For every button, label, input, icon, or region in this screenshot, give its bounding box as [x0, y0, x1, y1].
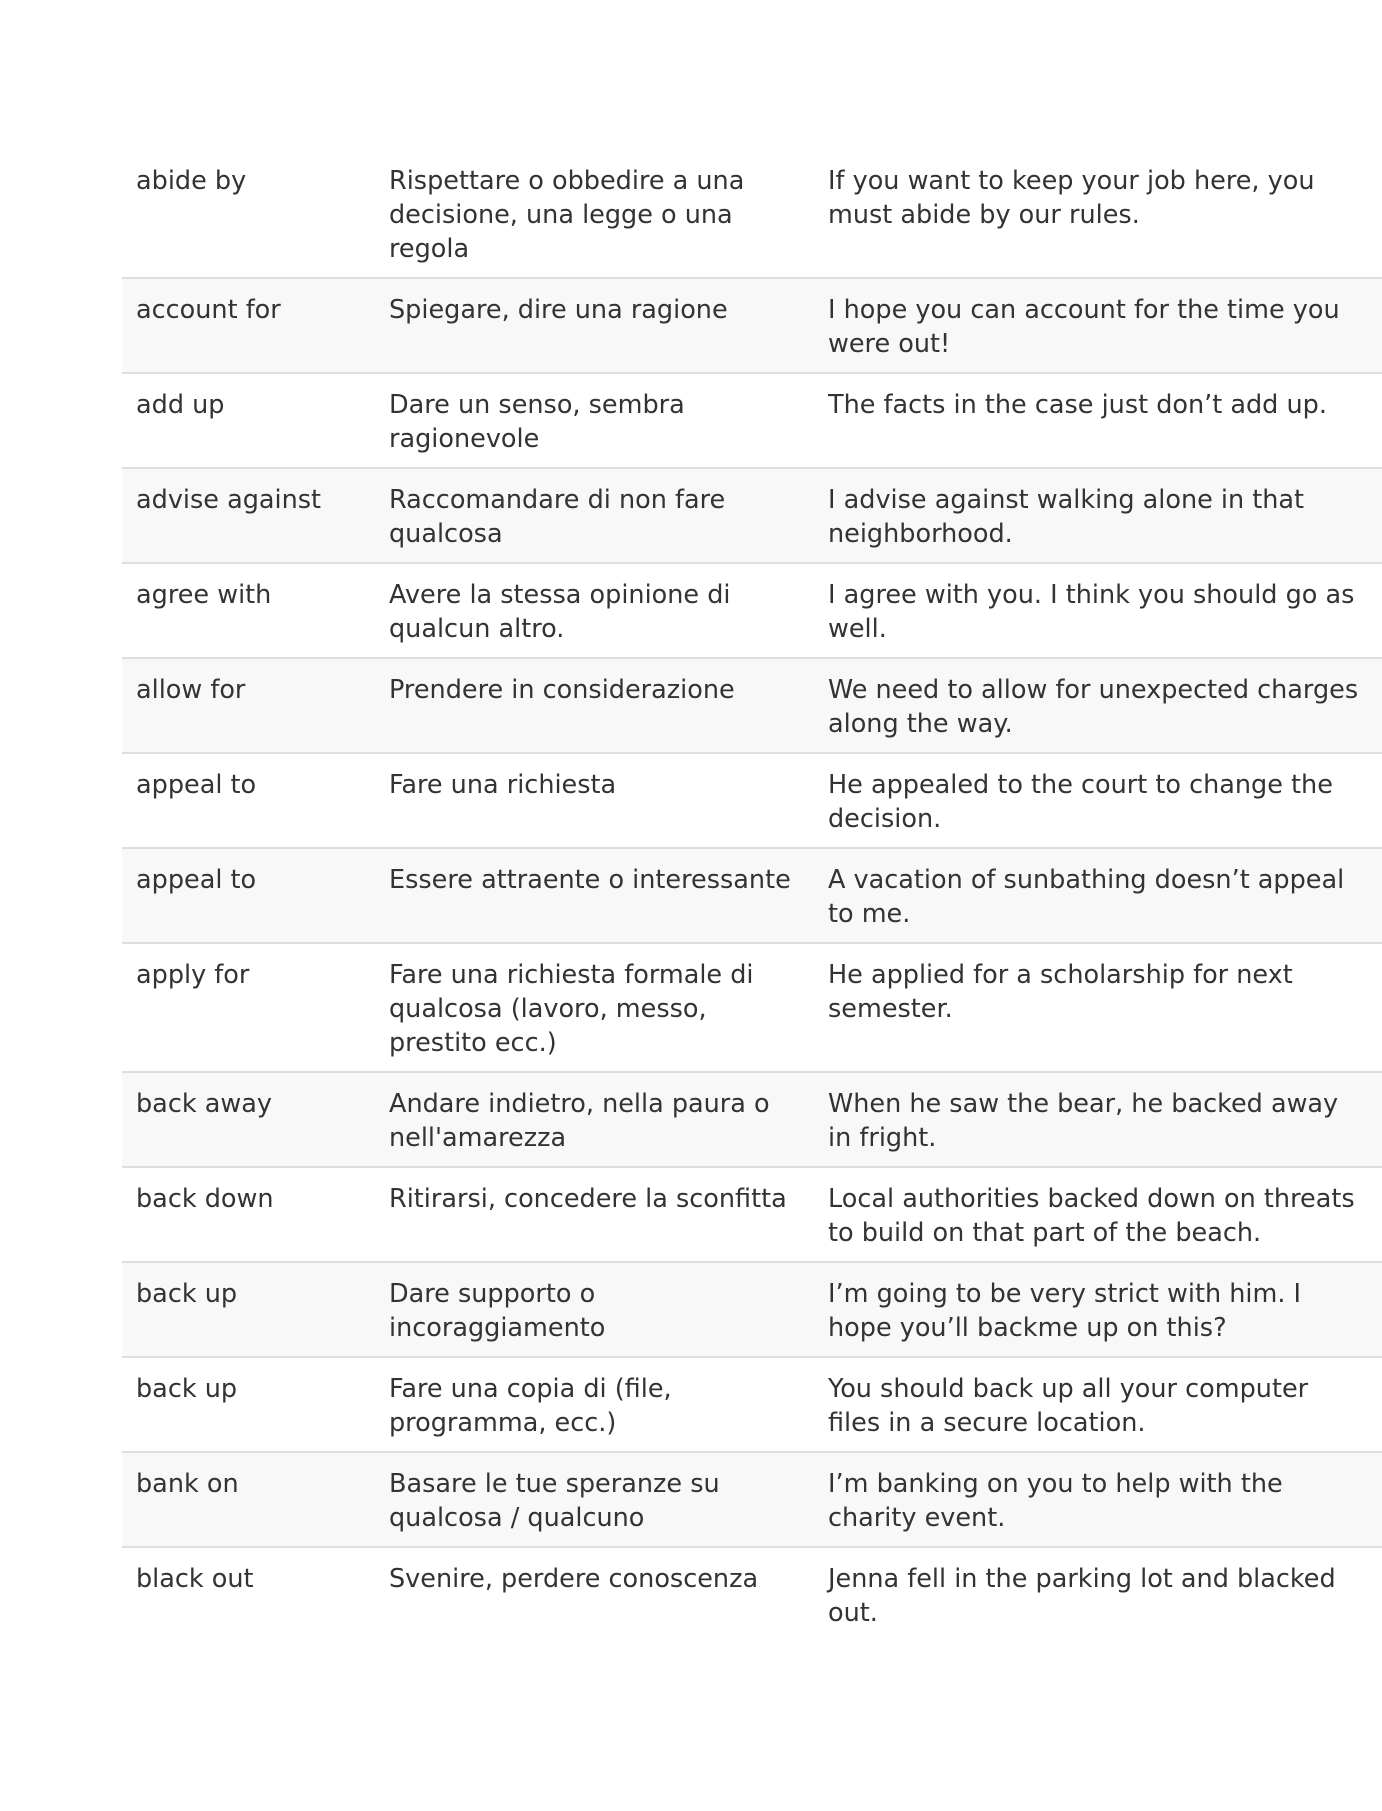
table-row: [122, 943, 1382, 1072]
meaning-cell: Svenire, perdere conoscenza: [375, 1547, 814, 1641]
meaning-cell: Fare una richiesta formale di qualcosa (lavoro, messo, prestito ecc.): [375, 943, 814, 1072]
table-row: [122, 373, 1382, 468]
meaning-cell: Raccomandare di non fare qualcosa: [375, 468, 814, 563]
table-row: [122, 468, 1382, 563]
meaning-cell: Spiegare, dire una ragione: [375, 278, 814, 373]
example-cell: You should back up all your computer files in a secure location.: [814, 1357, 1382, 1452]
table-row: [122, 1357, 1382, 1452]
table-row: [122, 753, 1382, 848]
example-cell: Local authorities backed down on threats to build on that part of the beach.: [814, 1167, 1382, 1262]
table-row: [122, 150, 1382, 278]
example-cell: I agree with you. I think you should go as well.: [814, 563, 1382, 658]
phrasal-verb-cell: advise against: [122, 468, 375, 563]
table-row: [122, 658, 1382, 753]
phrasal-verb-cell: appeal to: [122, 753, 375, 848]
meaning-cell: Fare una richiesta: [375, 753, 814, 848]
phrasal-verb-cell: appeal to: [122, 848, 375, 943]
meaning-cell: Basare le tue speranze su qualcosa / qualcuno: [375, 1452, 814, 1547]
table-row: [122, 1262, 1382, 1357]
example-cell: Jenna fell in the parking lot and blacked out.: [814, 1547, 1382, 1641]
meaning-cell: Avere la stessa opinione di qualcun altro.: [375, 563, 814, 658]
phrasal-verb-cell: apply for: [122, 943, 375, 1072]
table-row: [122, 563, 1382, 658]
table-row: [122, 1167, 1382, 1262]
example-cell: A vacation of sunbathing doesn’t appeal to me.: [814, 848, 1382, 943]
meaning-cell: Essere attraente o interessante: [375, 848, 814, 943]
phrasal-verb-cell: agree with: [122, 563, 375, 658]
example-cell: If you want to keep your job here, you must abide by our rules.: [828, 166, 1315, 230]
meaning-cell: Dare supporto o incoraggiamento: [375, 1262, 814, 1357]
meaning-cell: Fare una copia di (file, programma, ecc.): [375, 1357, 814, 1452]
example-cell: He appealed to the court to change the decision.: [814, 753, 1382, 848]
example-cell: I’m banking on you to help with the charity event.: [814, 1452, 1382, 1547]
example-cell: I advise against walking alone in that neighborhood.: [814, 468, 1382, 563]
phrasal-verb-cell: back up: [122, 1357, 375, 1452]
phrasal-verb-cell: account for: [122, 278, 375, 373]
phrasal-verb-cell: allow for: [122, 658, 375, 753]
example-cell: He applied for a scholarship for next semester.: [814, 943, 1382, 1072]
example-cell: When he saw the bear, he backed away in fright.: [814, 1072, 1382, 1167]
example-cell: I hope you can account for the time you were out!: [814, 278, 1382, 373]
table-row: [122, 1547, 1382, 1641]
meaning-cell: Rispettare o obbedire a una decisione, una legge o una regola: [389, 166, 745, 264]
table-row: [122, 848, 1382, 943]
phrasal-verb-cell: add up: [122, 373, 375, 468]
example-cell: I’m going to be very strict with him. I hope you’ll backme up on this?: [814, 1262, 1382, 1357]
meaning-cell: Andare indietro, nella paura o nell'amarezza: [375, 1072, 814, 1167]
phrasal-verb-cell: black out: [122, 1547, 375, 1641]
phrasal-verb-cell: bank on: [122, 1452, 375, 1547]
phrasal-verb-cell: abide by: [136, 166, 247, 196]
meaning-cell: Ritirarsi, concedere la sconfitta: [375, 1167, 814, 1262]
phrasal-verb-cell: back down: [122, 1167, 375, 1262]
example-cell: We need to allow for unexpected charges along the way.: [814, 658, 1382, 753]
table-row: [122, 278, 1382, 373]
meaning-cell: Prendere in considerazione: [375, 658, 814, 753]
table-row: [122, 1072, 1382, 1167]
phrasal-verb-cell: back away: [122, 1072, 375, 1167]
phrasal-verb-cell: back up: [122, 1262, 375, 1357]
meaning-cell: Dare un senso, sembra ragionevole: [375, 373, 814, 468]
example-cell: The facts in the case just don’t add up.: [814, 373, 1382, 468]
table-row: [122, 1452, 1382, 1547]
phrasal-verbs-table: [122, 150, 1382, 1641]
